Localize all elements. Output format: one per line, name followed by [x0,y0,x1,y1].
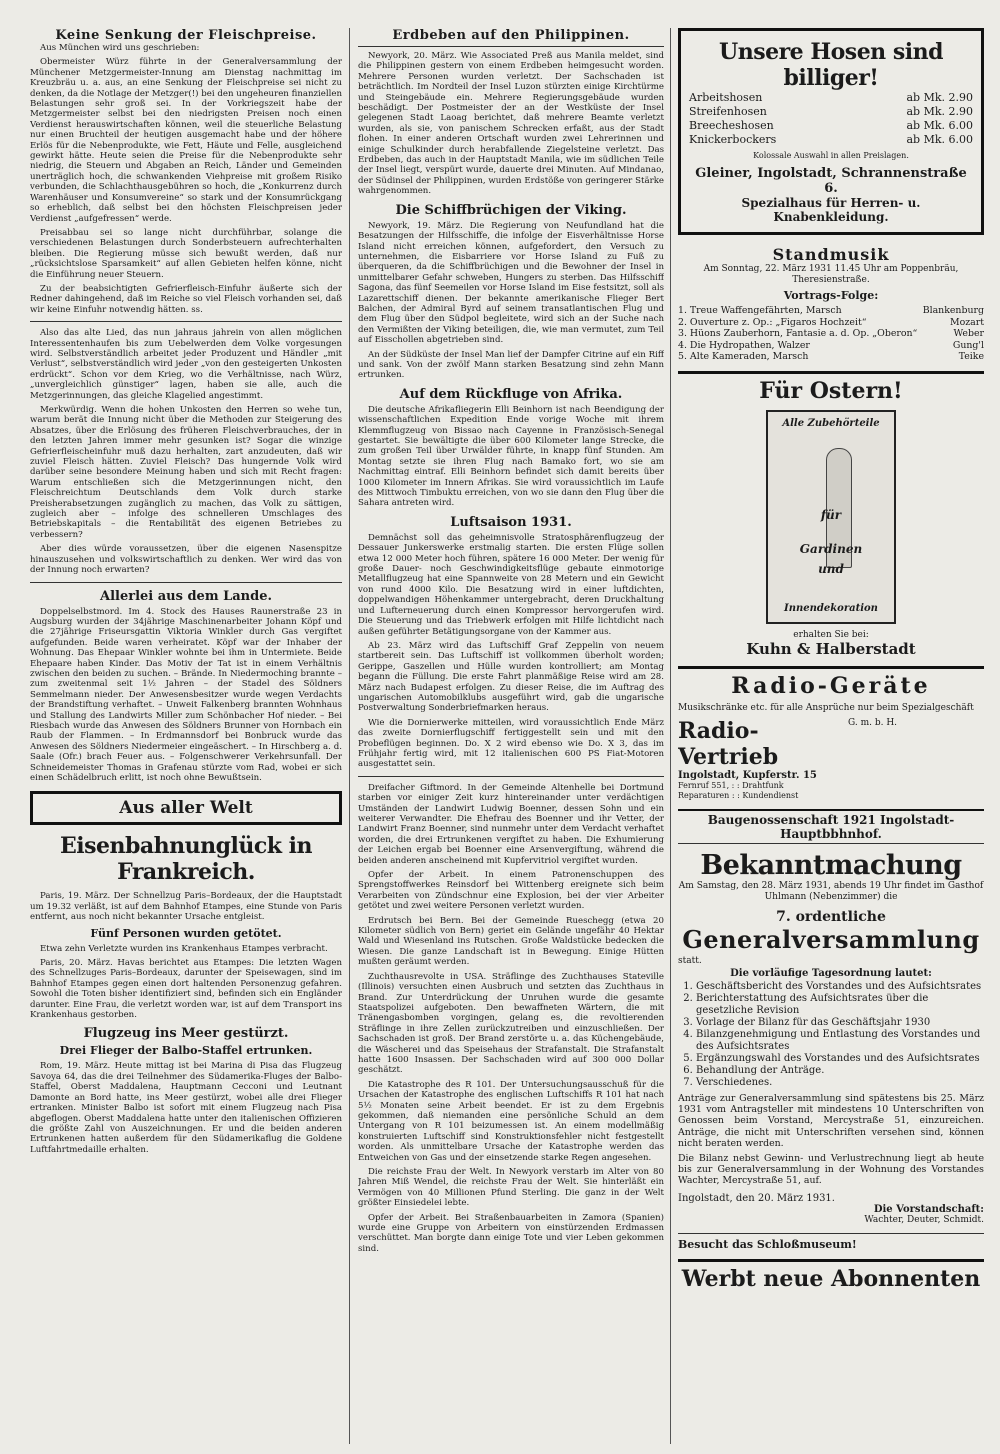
ad-note: Kolossale Auswahl in allen Preislagen. [753,151,909,160]
agenda-item: 3. Vorlage der Bilanz für das Geschäftsjahr 1930 [696,1017,984,1029]
program-item [678,305,984,317]
ad-ostern [678,378,984,658]
headline-viking: Die Schiffbrüchigen der Viking. [395,202,627,218]
ad-schlossmuseum: Besucht das Schloßmuseum! [678,1233,984,1251]
ad-line: erhalten Sie bei: [793,629,869,640]
ad-title: Standmusik [772,245,890,264]
ad-suffix: G. m. b. H. [848,717,898,728]
ad-shop-sub: Spezialhaus für Herren- u. Knabenkleidung. [741,196,921,224]
article-paragraph: Opfer der Arbeit. Bei Straßenbauarbeiten in Zamora (Spanien) wurde eine Gruppe von Arbeitern von einstürzenden Erdmassen verschüttet. Man borgte dann einige Tote und vier Leben gekommen sind. [358,1212,664,1254]
price-item: Breecheshosen [689,119,774,132]
price-value: ab Mk. 6.00 [906,119,973,132]
ad-text: Musikschränke etc. für alle Ansprüche nur beim Spezialgeschäft [678,702,974,713]
program-item [678,317,984,329]
article-paragraph: Newyork, 19. März. Die Regierung von Neufundland hat die Besatzungen der Hilfsschiffe, die infolge der Eisverhältnisse Horse Island nicht erreichen können, aufgefordert, den Versuch zu unternehmen, die Eisbarriere vor Horse Island zu Fuß zu überqueren, da die Schiffbrüchigen und die Bewohner der Insel in unmittelbarer Gefahr schweben, Hungers zu sterben. Das Hilfsschiff Sagona, das fünf Seemeilen vor Horse Island im Eise festsitzt, soll als Lazarettschiff dienen. Der bekannte amerikanische Flieger Bert Balchen, der Admiral Byrd auf seinem transatlantischen Flug und dem Flug über den Südpol begleitete, wird sich an der Suche nach den Vermißten der Viking beteiligen, die, wie man vermutet, zum Teil auf Eisschollen abgetrieben sind. [358,220,664,346]
program-composer: Weber [953,328,984,340]
agenda-item: 1. Geschäftsbericht des Vorstandes und des Aufsichtsrates [696,981,984,993]
article-paragraph: Aber dies würde voraussetzen, über die eigenen Nasenspitze hinauszusehen und volkswirtschaftlich zu denken. Wer wird das von der Innung noch erwarten? [30,544,342,576]
price-item: Arbeitshosen [689,91,763,104]
notice-statt: statt. [678,955,702,966]
article-paragraph: Etwa zehn Verletzte wurden ins Krankenhaus Etampes verbracht. [40,943,328,954]
ad-title: Radio-Geräte [678,666,984,699]
ad-werbt-abonnenten: Werbt neue Abonnenten [678,1259,984,1292]
illustration-text: Innendekoration [784,602,878,614]
agenda-item: 7. Verschiedenes. [696,1077,984,1089]
notice-org: Baugenossenschaft 1921 Ingolstadt-Hauptbbhnhof. [678,809,984,844]
program-composer: Teike [958,351,984,363]
radio-row [678,718,984,770]
notice-date-line: Am Samstag, den 28. März 1931, abends 19 Uhr findet im Gasthof Uhlmann (Nebenzimmer) die [678,880,984,902]
program-composer: Mozart [949,316,984,328]
article-paragraph: Dreifacher Giftmord. In der Gemeinde Altenhelle bei Dortmund starben vor einiger Zeit kurz hintereinander unter verdächtigen Umständen der Landwirt Ludwig Boenner, dessen Sohn und ein weiterer Verwandter. Die Ehefrau des Boenner und ihr Vetter, der Landwirt Franz Boenner, sind nunmehr unter dem Verdacht verhaftet worden, die drei Ertrunkenen vergiftet zu haben. Die Exhumierung der Leichen ergab bei Boenner eine Arsenvergiftung, während die beiden anderen anscheinend mit Kupfervitriol vergiftet wurden. [358,782,664,866]
divider [30,321,342,322]
agenda-item: 6. Behandlung der Anträge. [696,1065,984,1077]
headline-luftsaison: Luftsaison 1931. [450,514,572,530]
ad-subtitle: Vortrags-Folge: [783,289,879,302]
ad-shop: Gleiner, Ingolstadt, Schrannenstraße 6. [695,166,967,196]
radio-row [678,703,984,714]
agenda-item: 4. Bilanzgenehmigung und Entlastung des Vorstandes und des Aufsichtsrates [696,1029,984,1053]
agenda-list [696,981,984,1089]
article-paragraph: Also das alte Lied, das nun jahraus jahrein von allen möglichen Interessentenhaufen bis zum Uebelwerden dem Volke vorgesungen wird. Selbstverständlich arbeitet jeder Produzent und Händler „mit Verlust“, selbstverständlich wird jeder „von den gesteigerten Unkosten erdrückt“. Schon vor dem Krieg, wo die Verhältnisse, nach Würz, „unvergleichlich günstiger“ lagen, haben sie alle, auch die Metzgerinnungen, das gleiche Klagelied angestimmt. [30,328,342,401]
illustration-text: und [818,561,844,576]
subheadline: Drei Flieger der Balbo-Staffel ertrunken. [59,1044,313,1058]
article-paragraph: An der Südküste der Insel Man lief der Dampfer Citrine auf ein Riff und sank. Von der zwölf Mann starken Besatzung sind zehn Mann ertrunken. [358,349,664,381]
price-value: ab Mk. 6.00 [906,133,973,146]
notice-date: Ingolstadt, den 20. März 1931. [678,1192,835,1204]
column-rule [349,28,350,1444]
column-left [30,28,342,1444]
illustration-text: Gardinen [799,541,863,556]
article-paragraph: Die deutsche Afrikafliegerin Elli Beinhorn ist nach Beendigung der wissenschaftlichen Expedition Ende vorige Woche mit ihrem Klemmflugzeug von Bissao nach Cayenne in Französisch-Senegal gestartet. Sie bewältigte die über 600 Kilometer lange Strecke, die zum großen Teil über Urwälder führte, in knapp fünf Stunden. Am Montag setzte sie ihren Flug nach Bamako fort, wo sie am Nachmittag eintraf. Elli Beinhorn befindet sich damit bereits über 1000 Kilometer im Innern Afrikas. Sie wird voraussichtlich im Laufe des Mittwoch Timbuktu erreichen, von wo sie dann den Flug über die Sahara antreten wird. [358,404,664,509]
notice-vorstand: Die Vorstandschaft: [873,1203,984,1215]
ad-radio [678,666,984,801]
article-paragraph: Newyork, 20. März. Wie Associated Preß aus Manila meldet, sind die Philippinen gestern von einem Erdbeben heimgesucht worden. Mehrere Personen wurden verletzt. Der Sachschaden ist beträchtlich. Im Nordteil der Insel Luzon stürzten einige Kirchtürme und Steingebäude ein. Mehrere Regierungsgebäude wurden beschädigt. Der Postmeister der an der Westküste der Insel gelegenen Stadt Laoag berichtet, daß mehrere Beamte verletzt wurden, als sie, von panischem Schrecken erfaßt, aus der Stadt flohen. In einer anderen Ortschaft wurden zwei Lehrerinnen und einige Schulkinder durch herabfallende Ziegelsteine verletzt. Das Erdbeben, das auch in der Hauptstadt Manila, wie im südlichen Teile der Insel liegt, verspürt wurde, dauerte drei Minuten. Auf Mindanao, der Südinsel der Philippinen, wurden Erdstöße von geringerer Stärke wahrgenommen. [358,51,664,197]
divider [678,371,984,374]
program-piece: 3. Hüons Zauberhorn, Fantasie a. d. Op. „Oberon“ [678,328,918,340]
illustration-text: für [820,507,842,522]
notice-names: Wachter, Deuter, Schmidt. [864,1214,984,1225]
article-paragraph: Merkwürdig. Wenn die hohen Unkosten den Herren so wehe tun, warum berät die Innung nicht über die Methoden zur Steigerung des Absatzes, über die Erlösung des früheren Fleischverbrauches, der in den letzten Jahren immer mehr gesunken ist? Sogar die winzige Gefrierfleischeinfuhr muß dazu herhalten, zart anzudeuten, daß wir zuviel Fleisch hätten. Zuviel Fleisch? Das hungernde Volk wird darüber seine besondere Meinung haben und sich mit Recht fragen: Warum entschließen sich die Metzgerinnungen nicht, den Fleischreichtum Deutschlands dem Volk durch starke Preisherabsetzungen zugänglich zu machen, das Volk zu sättigen, zugleich aber – infolge des schnelleren Umschlages des Betriebskapitals – die Rentabilität des eigenen Betriebes zu verbessern? [30,405,342,540]
notice-ordentliche: 7. ordentliche [776,908,886,925]
article-paragraph: Preisabbau sei so lange nicht durchführbar, solange die verschiedenen Belastungen durch Sonderbsteuern aufrechterhalten bleiben. Die Regierung müsse sich bewußt werden, daß nur „rücksichtslose Sparsamkeit“ auf allen Gebieten helfen könne, nicht die Einführung neuer Steuern. [30,227,342,280]
price-row [689,119,973,133]
program-composer: Blankenburg [922,305,984,316]
notice-bekanntmachung [678,809,984,1225]
column-right [678,28,984,1444]
article-paragraph: Obermeister Würz führte in der Generalversammlung der Münchener Metzgermeister-Innung am Dienstag nachmittag im Kreuzbräu u. a. aus, an eine Senkung der Fleischpreise sei nicht zu denken, da die Notlage der Metzger(!) bei den ungeheuren finanziellen Belastungen sehr groß sei. In der Vorkriegszeit habe der Metzgermeister selbst bei den niedrigsten Preisen noch einen Verdienst herauswirtschaften können, weil die steuerliche Belastung nur einen Bruchteil der heutigen ausgemacht habe und der höhere Erlös für die Nebenprodukte, wie Fett, Häute und Felle, ausgleichend gewirkt hätte. Heute seien die Preise für die Nebenprodukte sehr niedrig, die Steuern und Abgaben an Reich, Länder und Gemeinden unerträglich hoch, die schwankenden Viehpreise mit großem Risiko verbunden, die Schlachthausgebühren so hoch, die „Konkurrenz durch Warenhäuser und Konsumvereine“ so stark und der Konsumrückgang so erheblich, daß selbst bei den höchsten Fleischpreisen jeder Verdienst „aufgefressen“ werde. [30,57,342,224]
ad-fernruf: Fernruf 551, : : Drahtfunk [678,780,784,790]
program-item [678,340,984,352]
agenda-item: 2. Berichterstattung des Aufsichtsrates über die gesetzliche Revision [696,993,984,1017]
ad-address: Ingolstadt, Kupferstr. 15 [678,769,817,781]
ad-shop: Kuhn & Halberstadt [746,639,916,658]
headline-flugzeug: Flugzeug ins Meer gestürzt. [83,1026,289,1042]
article-paragraph: Demnächst soll das geheimnisvolle Stratosphärenflugzeug der Dessauer Junkerswerke erstmalig starten. Die ersten Flüge sollen etwa 12 000 Meter hoch führen, spätere 16 000 Meter. Der wenig für große Dauer- noch Geschwindigkeitsflüge gebaute einmotorige Metallflugzeug hat eine Spannweite von 28 Metern und ein Gewicht von rund 4000 Kilo. Die Besatzung wird in einer luftdichten, doppelwandigen Höhenkammer untergebracht, deren Druckhaltung und Lufterneuerung durch einen Kompressor hervorgerufen wird. Die Steuerung und das Triebwerk erfolgen mit Hilfe lichtdicht nach außen geführter Betätigungsorgane von der Kammer aus. [358,532,664,637]
ad-illustration [766,410,896,624]
ad-hosen [678,28,984,235]
article-paragraph: Die reichste Frau der Welt. In Newyork verstarb im Alter von 80 Jahren Miß Wendel, die reichste Frau der Welt. Sie hinterläßt ein Vermögen von 40 Millionen Pfund Sterling. Die ganz in der Welt größter Einsiedelei lebte. [358,1167,664,1209]
article-paragraph: Wie die Dornierwerke mitteilen, wird voraussichtlich Ende März das zweite Dornierflugschiff fertiggestellt sein und mit den Probeflügen beginnen. Do. X 2 wird ebenso wie Do. X 3, das im Frühjahr fertig wird, mit 12 italienischen 600 PS Fiat-Motoren ausgestattet sein. [358,717,664,770]
ad-title: Unsere Hosen sind billiger! [719,39,943,91]
notice-tagesordnung: Die vorläufige Tagesordnung lautet: [730,967,932,979]
headline-fleischpreise: Keine Senkung der Fleischpreise. [55,28,317,43]
ad-line: Am Sonntag, 22. März 1931 11.45 Uhr am Poppenbräu, Theresienstraße. [703,264,959,285]
price-row [689,105,973,119]
section-header-aus-aller-welt: Aus aller Welt [30,791,342,825]
article-paragraph: Zuchthausrevolte in USA. Sträflinge des Zuchthauses Stateville (Illinois) versuchten einen Ausbruch und setzten das Zuchthaus in Brand. Zur Unterdrückung der Unruhen wurde die gesamte Staatspolizei aufgeboten. Den bewaffneten Wärtern, die mit Tränengasbomben vorgingen, gelang es, die revoltierenden Sträflinge in ihre Zellen zurückzutreiben und einzuschließen. Der Sachschaden ist groß. Der Brand zerstörte u. a. das Küchengebäude, die Wäscherei und das Speisehaus der Strafanstalt. Die Strafanstalt hatte 1600 Insassen. Der Sachschaden wird auf 300 000 Dollar geschätzt. [358,971,664,1076]
notice-text: Anträge zur Generalversammlung sind spätestens bis 25. März 1931 vom Antragsteller mit mindestens 10 Unterschriften von Genossen beim Vorstand, Mercystraße 51, einzureichen. Anträge, die nicht mit Unterschriften versehen sind, können nicht beraten werden. [678,1092,984,1149]
price-item: Streifenhosen [689,105,767,118]
article-paragraph: Ab 23. März wird das Luftschiff Graf Zeppelin von neuem startbereit sein. Das Luftschiff ist vollkommen überholt worden; Gerippe, Gaszellen und Hülle wurden kontrolliert; am Montag begann die Füllung. Die erste Fahrt planmäßige Reise wird am 28. März nach Budapest erfolgen. Zu dieser Reise, die im Auftrag des ungarischen Automobilklubs ausgeführt wird, gab die ungarische Postverwaltung Sonderbriefmarken heraus. [358,640,664,714]
article-paragraph: Paris, 20. März. Havas berichtet aus Etampes: Die letzten Wagen des Schnellzuges Paris–Bordeaux, darunter der Speisewagen, sind im Bahnhof Etampes gegen einen dort haltenden Personenzug gefahren. Sowohl die Toten bisher identifiziert sind, befinden sich ein Engländer darunter. Eine Frau, die verletzt worden war, ist auf dem Transport ins Krankenhaus gestorben. [30,958,342,1021]
program-piece: 2. Ouverture z. Op.: „Figaros Hochzeit“ [678,316,867,328]
article-paragraph: Die Katastrophe des R 101. Der Untersuchungsausschuß für die Ursachen der Katastrophe des englischen Luftschiffs R 101 hat nach 5½ Monaten seine Arbeit beendet. Er ist zu dem Ergebnis gekommen, daß niemanden eine persönliche Schuld an dem Untergang von R 101 beizumessen ist. An einem modellmäßig konstruierten Luftschiff sind Konstruktionsfehler nicht festgestellt worden. Als unmittelbare Ursache der Katastrophe werden das Entweichen von Gas und der einsetzende starke Regen angesehen. [358,1079,664,1163]
headline-erdbeben: Erdbeben auf den Philippinen. [358,28,664,47]
price-value: ab Mk. 2.90 [906,105,973,118]
headline-afrika: Auf dem Rückfluge von Afrika. [399,386,623,402]
article-paragraph: Erdrutsch bei Bern. Bei der Gemeinde Rueschegg (etwa 20 Kilometer südlich von Bern) geriet ein Gelände ungefähr 40 Hektar Wald und Wiesenland ins Rutschen. Große Waldstücke bedecken die Wiesen. Die ganze Landschaft ist in Bewegung. Einige Hütten mußten geräumt werden. [358,915,664,968]
price-value: ab Mk. 2.90 [906,91,973,104]
divider [30,582,342,583]
article-paragraph: Paris, 19. März. Der Schnellzug Paris–Bordeaux, der die Hauptstadt um 19.32 verläßt, ist auf dem Bahnhof Etampes, eine Stunde von Paris entfernt, aus noch nicht bekannter Ursache entgleist. [30,891,342,923]
ad-title: Für Ostern! [759,377,903,404]
subheadline: Fünf Personen wurden getötet. [90,926,282,940]
price-item: Knickerbockers [689,133,777,146]
ad-reparaturen: Reparaturen : : Kundendienst [678,790,799,800]
ad-brand: Radio-Vertrieb [678,717,779,770]
article-paragraph: Opfer der Arbeit. In einem Patronenschuppen des Sprengstoffwerkes Reinsdorf bei Wittenberg ereignete sich beim Verarbeiten von Zündschnur eine Explosion, bei der vier Arbeiter getötet und zwei weitere Personen verletzt wurden. [358,870,664,912]
illustration-text: Alle Zubehörteile [782,417,880,429]
program-item [678,328,984,340]
article-paragraph: Aus München wird uns geschrieben: [40,43,200,53]
price-row [689,91,973,105]
program-item [678,351,984,363]
ad-standmusik [678,245,984,363]
agenda-item: 5. Ergänzungswahl des Vorstandes und des Aufsichtsrates [696,1053,984,1065]
program-piece: 1. Treue Waffengefährten, Marsch [678,305,842,316]
article-paragraph: Zu der beabsichtigten Gefrierfleisch-Einfuhr äußerte sich der Redner dahingehend, daß im Reiche so viel Fleisch vorhanden sei, daß wir keine Einfuhr notwendig hätten. ss. [30,283,342,315]
program-piece: 5. Alte Kameraden, Marsch [678,351,809,363]
headline-allerlei: Allerlei aus dem Lande. [99,588,273,604]
headline-eisenbahnunglueck: Eisenbahnunglück in Frankreich. [59,833,312,886]
notice-text: Die Bilanz nebst Gewinn- und Verlustrechnung liegt ab heute bis zur Generalversammlung in der Wohnung des Vorstandes Wachter, Mercystraße 51, auf. [678,1152,984,1187]
price-row [689,133,973,147]
article-paragraph: Doppelselbstmord. Im 4. Stock des Hauses Raunerstraße 23 in Augsburg wurden der 34jährige Maschinenarbeiter Johann Köpf und die 27jährige Friseursgattin Viktoria Winkler durch Gas vergiftet aufgefunden. Beide waren verheiratet. Köpf war der Inhaber der Wohnung. Das Ehepaar Winkler wohnte bei ihm in Untermiete. Beide Ehepaare haben Kinder. Das Motiv der Tat ist in einem Verhältnis zwischen den beiden zu suchen. – Brände. In Niedermoching brannte – zum zweitenmal seit 1½ Jahren – der Stadel des Söldners Semmelmann nieder. Der Anwesensbesitzer wurde wegen Verdachts der Brandstiftung verhaftet. – Unweit Falkenberg brannten Wohnhaus und Stallung des Landwirts Miller zum Schönbacher Hof nieder. – Bei Riesbach wurde das Anwesen des Söldners Brunner von Hornbach ein Raub der Flammen. – In Erdmannsdorf bei Bonbruck wurde das Anwesen des Söldners Niedermeier eingeäschert. – In Hirschberg a. d. Saale (Ofr.) brach Feuer aus. – Folgenschwerer Verkehrsunfall. Der Schneidemeister Thomas in Grafenau stürzte vom Rad, wobei er sich einen Schädelbruch erlitt, ist noch ohne Bewußtsein. [30,606,342,783]
divider [358,776,664,777]
program-piece: 4. Die Hydropathen, Walzer [678,339,810,351]
notice-title: Bekanntmachung [700,849,962,881]
column-middle [358,28,664,1444]
article-paragraph: Rom, 19. März. Heute mittag ist bei Marina di Pisa das Flugzeug Savoya 64, das die drei Teilnehmer des Südamerika-Fluges der Balbo-Staffel, Oberst Maddalena, Hauptmann Cecconi und Leutnant Damonte an Bord hatte, ins Meer gestürzt, wobei alle drei Flieger ertranken. Minister Balbo ist sofort mit einem Flugzeug nach Pisa abgeflogen. Oberst Maddalena hatte unter den italienischen Offizieren die größte Zahl von Auszeichnungen. Er und die beiden anderen Ertrunkenen hatten außerdem für den Südamerikaflug die Goldene Luftfahrtmedaille erhalten. [30,1061,342,1155]
notice-generalversammlung: Generalversammlung [682,924,980,954]
program-composer: Gung'l [952,339,984,351]
column-rule [670,28,671,1444]
